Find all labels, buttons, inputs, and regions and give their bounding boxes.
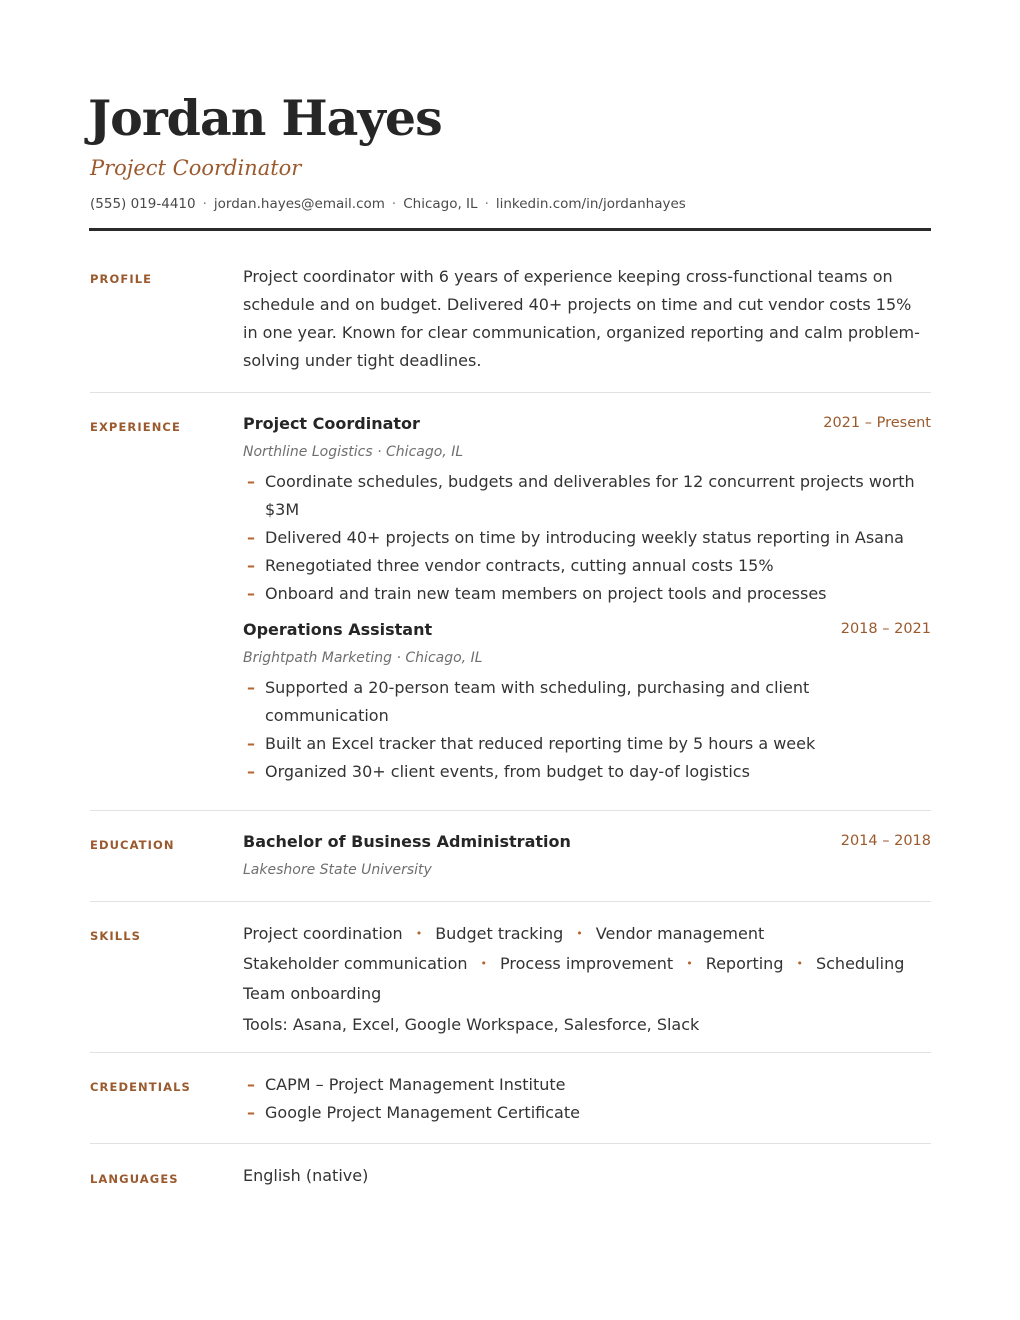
- dash-icon: –: [247, 1103, 255, 1122]
- bullet-icon: •: [480, 957, 488, 970]
- credential-text: Google Project Management Certificate: [265, 1103, 580, 1122]
- credential-item: [243, 1071, 931, 1099]
- skill-item: Project coordination: [243, 924, 403, 943]
- job-header: [243, 414, 931, 440]
- education-degree: Bachelor of Business Administration: [243, 832, 571, 851]
- education-dates: 2014 – 2018: [840, 833, 931, 849]
- job-bullet: [243, 580, 931, 608]
- candidate-role: Project Coordinator: [90, 156, 302, 180]
- section-divider: [90, 901, 931, 902]
- credentials-list: [243, 1071, 931, 1127]
- job-dates: 2021 – Present: [823, 415, 931, 431]
- job-bullet-text: Onboard and train new team members on project tools and processes: [265, 584, 827, 603]
- job-bullet: [243, 730, 931, 758]
- experience-body: [243, 414, 931, 786]
- job-organization: Northline Logistics · Chicago, IL: [243, 444, 464, 460]
- job-dates: 2018 – 2021: [840, 621, 931, 637]
- section-label-credentials: CREDENTIALS: [90, 1080, 191, 1094]
- job-bullets: [243, 468, 931, 608]
- job-bullet-text: Delivered 40+ projects on time by introducing weekly status reporting in Asana: [265, 528, 904, 547]
- dash-icon: –: [247, 1075, 255, 1094]
- education-school: Lakeshore State University: [243, 862, 432, 878]
- section-divider: [90, 392, 931, 393]
- profile-body: [243, 263, 931, 375]
- skills-body: [243, 920, 931, 1039]
- education-header: [243, 832, 931, 858]
- section-label-languages: LANGUAGES: [90, 1172, 179, 1186]
- profile-text: Project coordinator with 6 years of experience keeping cross-functional teams on schedule and on budget. Delivered 40+ projects on time and cut vendor costs 15% in one year. Known for clear communication, organized reporting and calm problem-solving under tight deadlines.: [243, 267, 920, 370]
- credential-item: [243, 1099, 931, 1127]
- section-label-skills: SKILLS: [90, 929, 142, 943]
- skill-item: Scheduling: [815, 954, 905, 973]
- dash-icon: –: [247, 556, 255, 575]
- job-bullet: [243, 758, 931, 786]
- bullet-icon: •: [686, 957, 693, 970]
- job-bullet: [243, 552, 931, 580]
- contact-linkedin[interactable]: linkedin.com/in/jordanhayes: [495, 196, 686, 212]
- credential-text: CAPM – Project Management Institute: [265, 1075, 566, 1094]
- candidate-name: Jordan Hayes: [88, 89, 442, 147]
- contact-separator: ·: [484, 196, 489, 212]
- skills-row: [243, 950, 931, 980]
- job-header: [243, 620, 931, 646]
- skill-item: Vendor management: [595, 924, 765, 943]
- job-title: Operations Assistant: [243, 620, 433, 639]
- job-bullet-text: Organized 30+ client events, from budget to day-of logistics: [265, 762, 750, 781]
- contact-line: [90, 196, 686, 212]
- languages-text: English (native): [243, 1166, 369, 1185]
- contact-separator: ·: [391, 196, 397, 212]
- job-bullet-text: Built an Excel tracker that reduced reporting time by 5 hours a week: [265, 734, 816, 753]
- contact-separator: ·: [202, 196, 207, 212]
- contact-phone: (555) 019-4410: [90, 196, 196, 212]
- dash-icon: –: [247, 762, 255, 781]
- dash-icon: –: [247, 528, 255, 547]
- dash-icon: –: [247, 584, 255, 603]
- job-bullets: [243, 674, 931, 786]
- dash-icon: –: [247, 472, 255, 491]
- section-label-experience: EXPERIENCE: [90, 420, 181, 434]
- skills-row: [243, 980, 931, 1008]
- bullet-icon: •: [415, 927, 423, 940]
- section-divider: [90, 1052, 931, 1053]
- skill-item: Team onboarding: [243, 984, 382, 1003]
- bullet-icon: •: [796, 957, 803, 970]
- skill-item: Process improvement: [500, 954, 674, 973]
- job-bullet-text: Supported a 20-person team with scheduling, purchasing and client communication: [265, 678, 810, 725]
- section-divider: [90, 1143, 931, 1144]
- job-title: Project Coordinator: [243, 414, 420, 433]
- contact-email[interactable]: jordan.hayes@email.com: [213, 196, 385, 212]
- section-label-education: EDUCATION: [90, 838, 175, 852]
- job-bullet-text: Coordinate schedules, budgets and deliverables for 12 concurrent projects worth $3M: [265, 472, 915, 519]
- job-bullet-text: Renegotiated three vendor contracts, cutting annual costs 15%: [265, 556, 774, 575]
- skill-item: Reporting: [705, 954, 784, 973]
- credentials-body: [243, 1071, 931, 1127]
- education-body: [243, 832, 931, 880]
- languages-body: [243, 1162, 931, 1190]
- skills-tools: Tools: Asana, Excel, Google Workspace, Salesforce, Slack: [243, 1015, 700, 1034]
- skill-item: Stakeholder communication: [243, 954, 468, 973]
- bullet-icon: •: [576, 927, 583, 940]
- job-organization: Brightpath Marketing · Chicago, IL: [243, 650, 483, 666]
- section-label-profile: PROFILE: [90, 272, 153, 286]
- section-divider: [90, 810, 931, 811]
- job-bullet: [243, 468, 931, 524]
- skills-row: [243, 920, 931, 950]
- job-entry: [243, 620, 931, 786]
- contact-location: Chicago, IL: [403, 196, 478, 212]
- dash-icon: –: [247, 678, 255, 697]
- job-bullet: [243, 674, 931, 730]
- dash-icon: –: [247, 734, 255, 753]
- skill-item: Budget tracking: [435, 924, 564, 943]
- header-rule: [89, 228, 931, 231]
- job-bullet: [243, 524, 931, 552]
- job-entry: [243, 414, 931, 608]
